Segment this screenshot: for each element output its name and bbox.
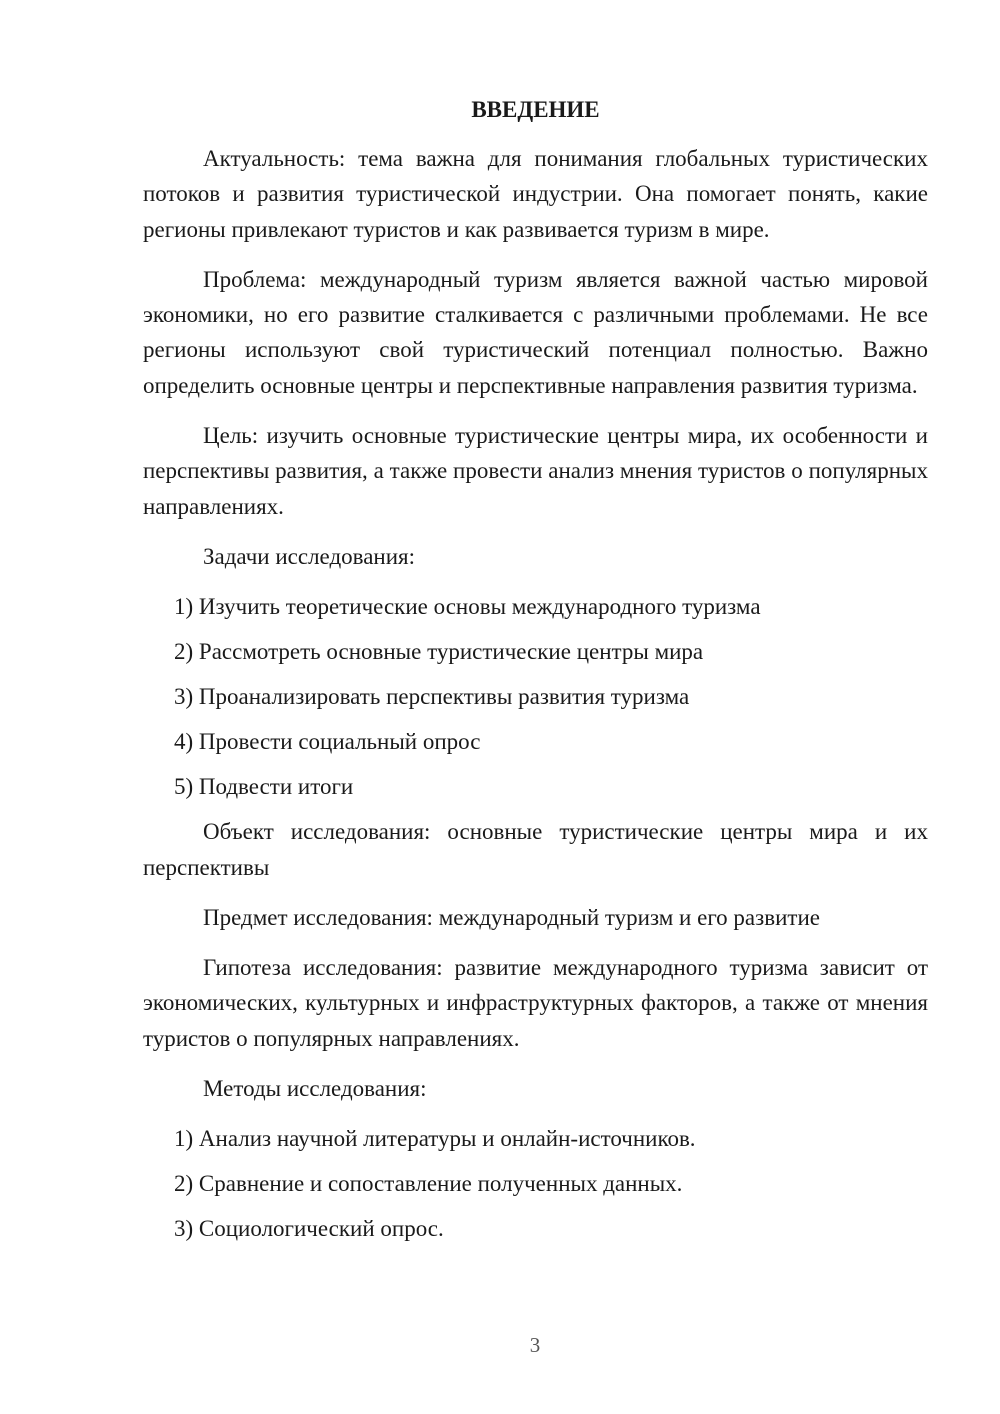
- tasks-heading: Задачи исследования:: [203, 543, 416, 569]
- relevance-paragraph: Актуальность: тема важна для понимания глобальных туристических потоков и развития туристической индустрии. Она помогает понять, какие регионы привлекают туристов и как развивается туризм в мире.: [143, 146, 928, 242]
- list-item: 1) Изучить теоретические основы международного туризма: [174, 594, 761, 620]
- page-title: ВВЕДЕНИЕ: [471, 97, 600, 122]
- list-item: 5) Подвести итоги: [174, 774, 354, 800]
- list-item: 1) Анализ научной литературы и онлайн-источников.: [174, 1126, 696, 1152]
- methods-list: [143, 1121, 928, 1246]
- list-item: 4) Провести социальный опрос: [174, 729, 481, 755]
- document-page: [143, 95, 928, 1246]
- problem-paragraph: Проблема: международный туризм является важной частью мировой экономики, но его развитие сталкивается с различными проблемами. Не все регионы используют свой туристический потенциал полностью. Важно определить основные центры и перспективные направления развития туризма.: [143, 266, 928, 398]
- goal-paragraph: Цель: изучить основные туристические центры мира, их особенности и перспективы развития, а также провести анализ мнения туристов о популярных направлениях.: [143, 423, 928, 519]
- list-item: 3) Проанализировать перспективы развития туризма: [174, 684, 690, 710]
- page-number: 3: [529, 1333, 541, 1357]
- list-item: 2) Рассмотреть основные туристические центры мира: [174, 639, 704, 665]
- subject-paragraph: Предмет исследования: международный туризм и его развитие: [203, 904, 820, 930]
- hypothesis-paragraph: Гипотеза исследования: развитие международного туризма зависит от экономических, культурных и инфраструктурных факторов, а также от мнения туристов о популярных направлениях.: [143, 955, 928, 1051]
- tasks-list: [143, 589, 928, 804]
- methods-heading: Методы исследования:: [203, 1076, 427, 1102]
- object-paragraph: Объект исследования: основные туристические центры мира и их перспективы: [143, 819, 928, 880]
- list-item: 3) Социологический опрос.: [174, 1216, 444, 1242]
- list-item: 2) Сравнение и сопоставление полученных данных.: [174, 1171, 683, 1197]
